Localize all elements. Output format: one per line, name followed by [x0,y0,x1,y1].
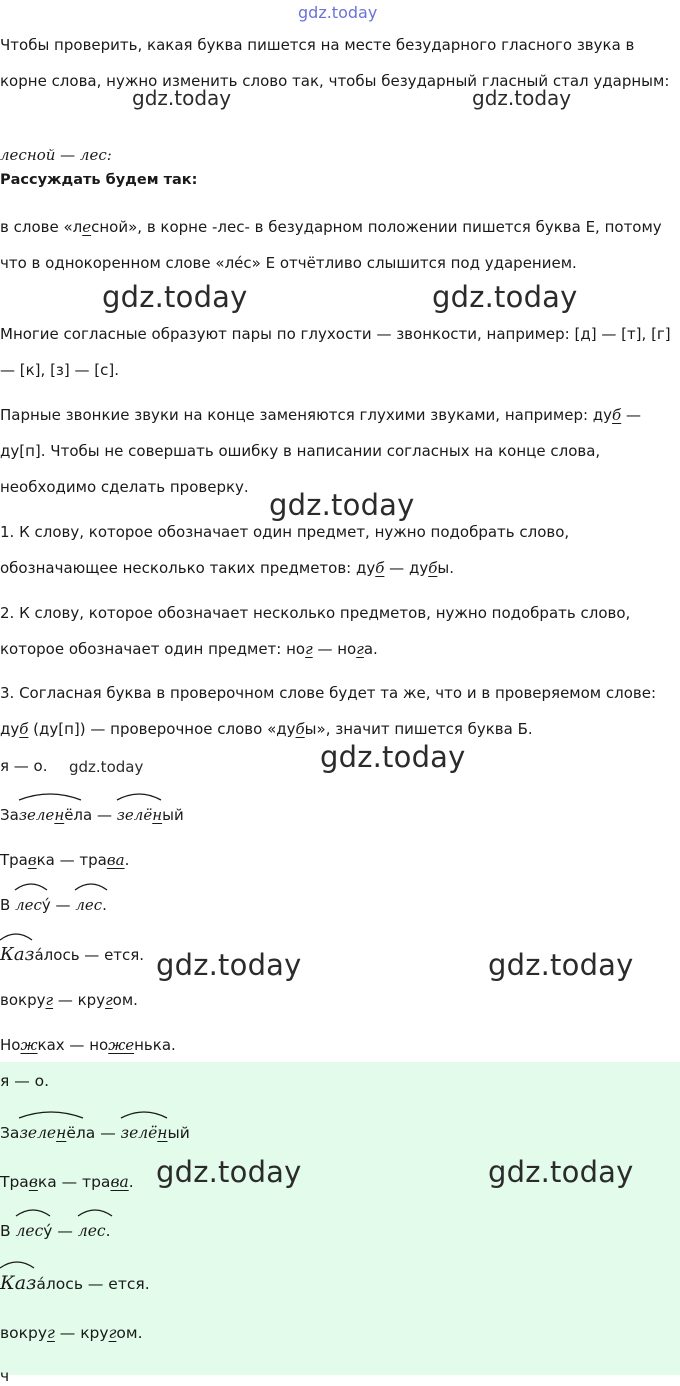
paired-text-a: Парные звонкие звуки на конце заменяются глухими звуками, например: ду [0,406,613,424]
reasoning-paragraph [0,209,678,281]
text: ка — тра [36,851,107,869]
answer-line-1: я — о. [0,757,48,775]
rule-3-text: (ду[п]) — проверочное слово «ду [28,720,296,738]
paired-text-c: — ду[п]. Чтобы не совершать ошибку в написании согласных на конце слова, необходимо сделать проверку. [0,406,641,496]
text: . [128,1173,134,1191]
watermark: gdz.today [132,86,232,110]
underlined-letter: н [157,1124,168,1142]
word-root [19,1118,56,1148]
underlined-letters: ва [106,851,125,869]
underlined-letter: ж [20,1036,38,1054]
text: ках — но [37,1036,109,1054]
answer-line-4 [0,890,107,920]
root-text: зеле [18,806,55,824]
underlined-letter: г [105,991,113,1009]
watermark: gdz.today [488,1155,634,1189]
underlined-letters: же [108,1036,135,1054]
text: . [105,1222,111,1240]
underlined-letter: н [54,806,65,824]
text: у́ — [43,1222,78,1240]
word-root [0,940,34,970]
text: у́ — [41,896,76,914]
root-arc [116,791,162,801]
watermark: gdz.today [472,86,572,110]
root-text: зеле [19,1124,57,1142]
text: За [0,806,19,824]
root-arc [15,1207,51,1217]
root-arc [120,1109,168,1119]
text: вокру [0,991,46,1009]
root-text: зелё [120,1124,158,1142]
reason-heading: Рассуждать будем так: [0,172,198,188]
word-root [19,800,55,830]
answer-line-6 [0,985,138,1015]
paired-underlined-letter: б [612,406,622,424]
text: В [0,896,16,914]
text: ёла — [64,806,117,824]
answer-line-3 [0,845,129,875]
word-root [75,890,102,920]
underlined-letter: г [45,991,54,1009]
watermark: gdz.today [69,758,144,776]
root-text: Каз [0,1272,37,1294]
text: За [0,1124,20,1142]
answer-line-7 [0,1030,176,1060]
underlined-letter: в [27,851,37,869]
word-root [15,890,42,920]
rule-2-text: — но [312,640,357,658]
green-line-2 [0,1118,190,1148]
reasoning-text-2: сной», в корне -лес- в безударном положении пишется буква Е, потому что в однокоренном слове «ле́с» Е отчётливо слышится под ударением. [0,218,662,272]
root-text: лес [15,1222,44,1240]
root-arc [77,1207,113,1217]
reasoning-word-part: л [72,218,83,236]
text: ом. [112,991,138,1009]
watermark: gdz.today [432,280,578,314]
rule-2-letter: г [356,640,364,658]
rule-3-text: ы», значит пишется буква Б. [304,720,533,738]
underlined-letter: г [47,1324,55,1342]
green-line-5 [0,1268,150,1298]
underlined-letter: н [152,806,163,824]
pairs-paragraph: Многие согласные образуют пары по глухости — звонкости, например: [д] — [т], [г] — [к], [з] — [с]. [0,325,671,379]
root-arc [18,791,82,801]
rule-1-text: — ду [384,559,429,577]
root-arc [74,881,108,891]
reasoning-underlined-letter: е [82,218,92,236]
word-root [121,1118,158,1148]
intro-paragraph: Чтобы проверить, какая буква пишется на месте безударного гласного звука в корне слова, нужно изменить слово так, чтобы безударный гласный стал ударным: [0,36,670,90]
underlined-letter: г [108,1324,117,1342]
word-root [0,1268,36,1298]
text: ый [167,1124,190,1142]
answer-line-5 [0,940,144,970]
underlined-letters: ва [110,1173,129,1191]
text: ёла — [66,1124,121,1142]
text: . [102,896,107,914]
intro-example [0,146,112,164]
word-root [78,1216,106,1246]
rule-1-letter: б [428,559,438,577]
rule-3 [0,675,678,747]
text: Тра [0,1173,29,1191]
text: ый [162,806,184,824]
root-text: лес [77,1222,106,1240]
watermark: gdz.today [102,280,248,314]
root-arc [18,1109,84,1119]
rule-2-letter: г [305,640,313,658]
watermark: gdz.today [488,948,634,982]
green-line-7-cut: ч [0,1367,10,1385]
watermark: gdz.today [156,948,302,982]
underlined-letter: н [56,1124,67,1142]
rule-1-text: ы. [437,559,454,577]
root-arc [0,931,33,941]
root-arc [0,1259,35,1269]
rule-3-letter: б [19,720,29,738]
text: . [124,851,130,869]
green-line-6 [0,1318,143,1348]
word-root [117,800,153,830]
green-line-4 [0,1216,111,1246]
text: а́лось — ется. [34,946,145,964]
text: нька. [134,1036,176,1054]
answer-line-2 [0,800,184,830]
rule-2-text: а. [363,640,378,658]
rule-1-text: 1. К слову, которое обозначает один предмет, нужно подобрать слово, обозначающее несколько таких предметов: ду [0,523,570,577]
text: ка — тра [37,1173,111,1191]
text: а́лось — ется. [36,1275,150,1293]
green-line-1: я — о. [0,1072,50,1090]
underlined-letter: в [28,1173,38,1191]
text: — кру [54,1324,109,1342]
rule-1-letter: б [375,559,385,577]
text: ом. [116,1324,143,1342]
root-text: лес [75,896,103,914]
watermark: gdz.today [269,488,415,522]
word-root [16,1216,44,1246]
root-arc [14,881,48,891]
rule-2 [0,595,678,667]
rule-1 [0,514,678,586]
green-line-3 [0,1167,134,1197]
root-text: Каз [0,944,35,965]
rule-2-text: 2. К слову, которое обозначает несколько предметов, нужно подобрать слово, которое обозначает один предмет: но [0,604,631,658]
header-watermark: gdz.today [298,3,378,22]
rule-3-text: 3. Согласная буква в проверочном слове будет та же, что и в проверяемом слове: ду [0,684,657,738]
intro-example-text: лесной — лес: [0,146,112,164]
text: вокру [0,1324,47,1342]
root-text: зелё [116,806,153,824]
text: Тра [0,851,28,869]
watermark: gdz.today [156,1155,302,1189]
rule-3-letter: б [295,720,305,738]
watermark: gdz.today [320,740,466,774]
root-text: лес [15,896,42,914]
text: В [0,1222,16,1240]
text: — кру [53,991,106,1009]
text: Но [0,1036,21,1054]
reasoning-text-1: в слове « [0,218,73,236]
